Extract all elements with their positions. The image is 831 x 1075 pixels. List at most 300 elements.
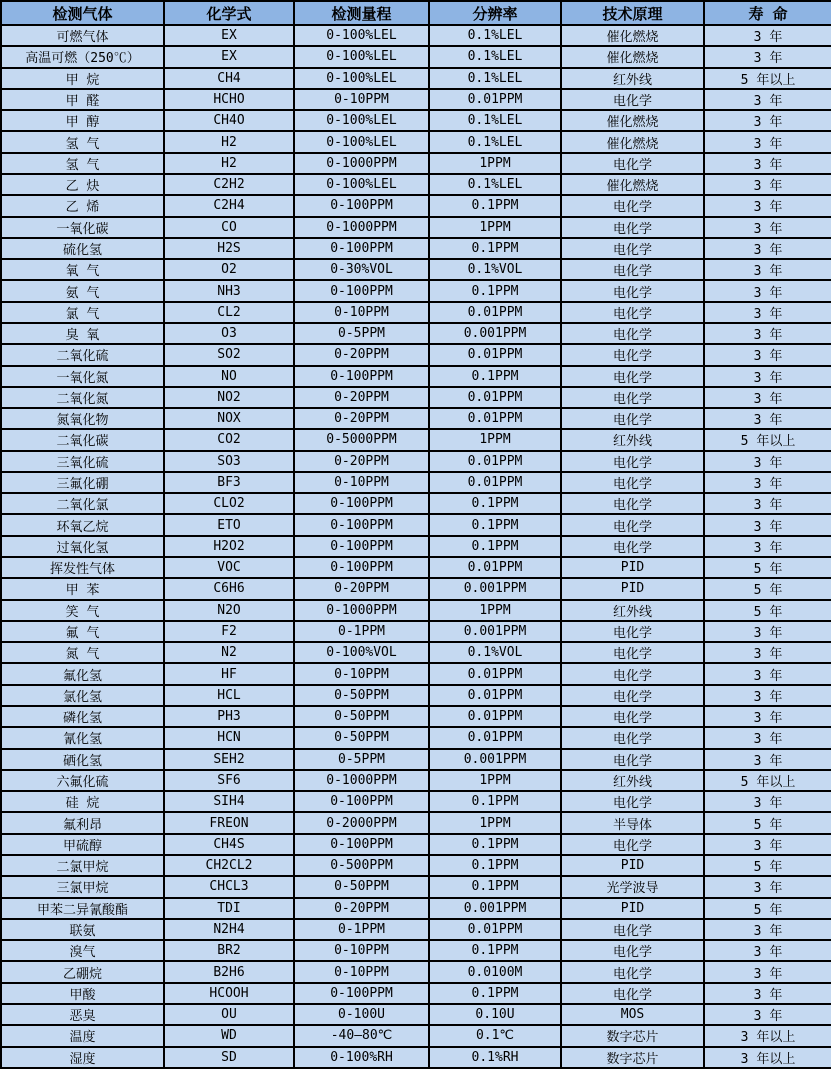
table-cell: 0.1PPM (429, 366, 561, 387)
table-cell: 臭 氧 (1, 323, 164, 344)
table-row (1, 429, 831, 450)
table-cell: 甲 烷 (1, 68, 164, 89)
table-row (1, 280, 831, 301)
table-cell: 0.1PPM (429, 834, 561, 855)
table-cell: 0.1PPM (429, 876, 561, 897)
table-cell: 5 年 (704, 557, 831, 578)
table-cell: 乙 烯 (1, 195, 164, 216)
table-cell: 1PPM (429, 770, 561, 791)
table-cell: 二氧化氮 (1, 387, 164, 408)
table-cell: 乙 炔 (1, 174, 164, 195)
table-cell: 5 年 (704, 855, 831, 876)
table-cell: 催化燃烧 (561, 174, 704, 195)
table-cell: 甲苯二异氰酸酯 (1, 898, 164, 919)
table-cell: 0.1%RH (429, 1047, 561, 1069)
table-cell: 0.1PPM (429, 940, 561, 961)
table-cell: 电化学 (561, 280, 704, 301)
table-cell: 0-100PPM (294, 557, 429, 578)
table-cell: 3 年 (704, 685, 831, 706)
table-cell: 0-1000PPM (294, 153, 429, 174)
table-cell: 0-20PPM (294, 387, 429, 408)
table-cell: 电化学 (561, 919, 704, 940)
table-cell: 5 年以上 (704, 770, 831, 791)
table-cell: 3 年 (704, 302, 831, 323)
table-cell: N2H4 (164, 919, 294, 940)
table-cell: 一氧化氮 (1, 366, 164, 387)
table-cell: 0.1PPM (429, 238, 561, 259)
table-cell: CH4 (164, 68, 294, 89)
table-cell: 可燃气体 (1, 25, 164, 46)
table-cell: PH3 (164, 706, 294, 727)
table-cell: 0-5PPM (294, 323, 429, 344)
table-cell: 电化学 (561, 408, 704, 429)
table-row (1, 110, 831, 131)
table-cell: 电化学 (561, 195, 704, 216)
table-cell: 催化燃烧 (561, 25, 704, 46)
table-cell: 笑 气 (1, 600, 164, 621)
table-cell: 0.1%LEL (429, 131, 561, 152)
table-cell: 3 年 (704, 408, 831, 429)
table-cell: 0.1PPM (429, 280, 561, 301)
table-cell: MOS (561, 1004, 704, 1025)
table-cell: 0.1%LEL (429, 110, 561, 131)
table-cell: 0-10PPM (294, 89, 429, 110)
table-cell: 0.001PPM (429, 898, 561, 919)
table-cell: 催化燃烧 (561, 46, 704, 67)
table-row (1, 749, 831, 770)
table-cell: 红外线 (561, 429, 704, 450)
table-cell: 0.001PPM (429, 749, 561, 770)
table-cell: BF3 (164, 472, 294, 493)
table-cell: 0-100%LEL (294, 131, 429, 152)
table-cell: 0.01PPM (429, 472, 561, 493)
table-cell: 3 年 (704, 131, 831, 152)
table-row (1, 514, 831, 535)
table-row (1, 493, 831, 514)
table-cell: NO (164, 366, 294, 387)
table-cell: 电化学 (561, 706, 704, 727)
table-row (1, 195, 831, 216)
table-cell: 电化学 (561, 387, 704, 408)
table-cell: 5 年以上 (704, 68, 831, 89)
table-cell: SIH4 (164, 791, 294, 812)
table-row (1, 46, 831, 67)
table-cell: PID (561, 578, 704, 599)
table-cell: 电化学 (561, 302, 704, 323)
table-row (1, 1004, 831, 1025)
table-cell: 电化学 (561, 493, 704, 514)
table-row (1, 472, 831, 493)
table-cell: 0-20PPM (294, 344, 429, 365)
table-cell: PID (561, 557, 704, 578)
table-cell: 0-100PPM (294, 983, 429, 1004)
table-row (1, 961, 831, 982)
table-cell: H2O2 (164, 536, 294, 557)
table-cell: -40—80℃ (294, 1025, 429, 1046)
table-cell: 3 年 (704, 940, 831, 961)
table-cell: 3 年 (704, 642, 831, 663)
table-cell: EX (164, 25, 294, 46)
table-cell: 0.1PPM (429, 195, 561, 216)
table-cell: ETO (164, 514, 294, 535)
header-gas-name: 检测气体 (1, 1, 164, 25)
table-cell: HCOOH (164, 983, 294, 1004)
table-cell: 氧 气 (1, 259, 164, 280)
table-cell: 甲 醇 (1, 110, 164, 131)
table-row (1, 238, 831, 259)
table-cell: 0-20PPM (294, 898, 429, 919)
table-row (1, 302, 831, 323)
table-row (1, 217, 831, 238)
table-cell: CHCL3 (164, 876, 294, 897)
table-cell: C2H4 (164, 195, 294, 216)
table-cell: 甲酸 (1, 983, 164, 1004)
table-cell: 三氧化硫 (1, 451, 164, 472)
header-lifespan: 寿 命 (704, 1, 831, 25)
table-cell: 0-100PPM (294, 536, 429, 557)
table-cell: 5 年 (704, 812, 831, 833)
table-cell: CO2 (164, 429, 294, 450)
table-row (1, 131, 831, 152)
table-cell: 电化学 (561, 791, 704, 812)
table-cell: 氰化氢 (1, 727, 164, 748)
table-cell: 0-1000PPM (294, 600, 429, 621)
table-cell: 0-10PPM (294, 472, 429, 493)
table-cell: 过氧化氢 (1, 536, 164, 557)
table-cell: 0.001PPM (429, 578, 561, 599)
table-cell: 0-5000PPM (294, 429, 429, 450)
table-cell: 3 年 (704, 387, 831, 408)
table-row (1, 153, 831, 174)
table-cell: 催化燃烧 (561, 131, 704, 152)
table-cell: 氮 气 (1, 642, 164, 663)
table-cell: OU (164, 1004, 294, 1025)
table-cell: 电化学 (561, 217, 704, 238)
table-cell: 3 年 (704, 749, 831, 770)
table-cell: CO (164, 217, 294, 238)
table-cell: TDI (164, 898, 294, 919)
table-cell: CL2 (164, 302, 294, 323)
table-row (1, 663, 831, 684)
table-row (1, 983, 831, 1004)
table-row (1, 600, 831, 621)
table-row (1, 259, 831, 280)
table-row (1, 1047, 831, 1069)
table-cell: 0.1%VOL (429, 642, 561, 663)
table-cell: N2 (164, 642, 294, 663)
table-cell: 电化学 (561, 366, 704, 387)
table-cell: 红外线 (561, 68, 704, 89)
table-cell: HCN (164, 727, 294, 748)
table-cell: C6H6 (164, 578, 294, 599)
table-cell: 三氯甲烷 (1, 876, 164, 897)
table-cell: 溴气 (1, 940, 164, 961)
table-cell: 0-1PPM (294, 919, 429, 940)
table-cell: 二氧化氯 (1, 493, 164, 514)
table-cell: 0-100PPM (294, 195, 429, 216)
table-cell: 电化学 (561, 344, 704, 365)
table-cell: 二氧化硫 (1, 344, 164, 365)
table-cell: 3 年以上 (704, 1047, 831, 1069)
table-cell: 氢 气 (1, 131, 164, 152)
table-cell: 电化学 (561, 834, 704, 855)
table-cell: 0.01PPM (429, 919, 561, 940)
table-cell: 氟化氢 (1, 663, 164, 684)
table-cell: 光学波导 (561, 876, 704, 897)
table-cell: 0-1000PPM (294, 217, 429, 238)
table-cell: 0.1%LEL (429, 46, 561, 67)
table-cell: 0-100PPM (294, 238, 429, 259)
table-cell: 3 年 (704, 834, 831, 855)
table-row (1, 727, 831, 748)
table-cell: 3 年 (704, 259, 831, 280)
table-cell: 数字芯片 (561, 1047, 704, 1069)
table-row (1, 408, 831, 429)
table-cell: 0-20PPM (294, 408, 429, 429)
table-row (1, 791, 831, 812)
table-cell: 甲 醛 (1, 89, 164, 110)
table-cell: 0.1PPM (429, 791, 561, 812)
table-cell: 5 年 (704, 578, 831, 599)
table-cell: 0-100%RH (294, 1047, 429, 1069)
table-cell: 0-100%LEL (294, 68, 429, 89)
table-cell: 0.01PPM (429, 557, 561, 578)
header-chemical-formula: 化学式 (164, 1, 294, 25)
table-cell: 电化学 (561, 621, 704, 642)
table-cell: 一氧化碳 (1, 217, 164, 238)
table-cell: 六氟化硫 (1, 770, 164, 791)
table-cell: 3 年 (704, 323, 831, 344)
table-cell: 硅 烷 (1, 791, 164, 812)
table-row (1, 706, 831, 727)
table-cell: 电化学 (561, 536, 704, 557)
table-cell: O3 (164, 323, 294, 344)
table-cell: 1PPM (429, 153, 561, 174)
table-cell: H2S (164, 238, 294, 259)
table-cell: 0-10PPM (294, 663, 429, 684)
table-header (1, 1, 831, 25)
table-row (1, 366, 831, 387)
table-cell: 0-10PPM (294, 302, 429, 323)
table-cell: SEH2 (164, 749, 294, 770)
table-cell: NO2 (164, 387, 294, 408)
table-cell: 0-50PPM (294, 876, 429, 897)
table-cell: 3 年 (704, 238, 831, 259)
table-cell: 0-50PPM (294, 727, 429, 748)
table-cell: CH4O (164, 110, 294, 131)
table-cell: 氯 气 (1, 302, 164, 323)
table-cell: HF (164, 663, 294, 684)
table-cell: 氟利昂 (1, 812, 164, 833)
header-resolution: 分辨率 (429, 1, 561, 25)
table-cell: 甲硫醇 (1, 834, 164, 855)
table-cell: NOX (164, 408, 294, 429)
table-cell: 3 年 (704, 344, 831, 365)
table-row (1, 323, 831, 344)
table-cell: 1PPM (429, 812, 561, 833)
table-row (1, 89, 831, 110)
table-cell: 3 年 (704, 621, 831, 642)
table-cell: 电化学 (561, 685, 704, 706)
table-cell: 3 年 (704, 1004, 831, 1025)
table-cell: 温度 (1, 1025, 164, 1046)
table-cell: 0.01PPM (429, 344, 561, 365)
table-cell: 数字芯片 (561, 1025, 704, 1046)
table-cell: 3 年 (704, 110, 831, 131)
table-cell: 0.001PPM (429, 621, 561, 642)
table-cell: 3 年 (704, 961, 831, 982)
table-cell: 电化学 (561, 642, 704, 663)
table-cell: 0.1℃ (429, 1025, 561, 1046)
table-cell: PID (561, 898, 704, 919)
table-cell: 催化燃烧 (561, 110, 704, 131)
table-cell: C2H2 (164, 174, 294, 195)
table-cell: 1PPM (429, 217, 561, 238)
table-cell: FREON (164, 812, 294, 833)
table-row (1, 451, 831, 472)
table-cell: 0-10PPM (294, 961, 429, 982)
table-cell: 红外线 (561, 770, 704, 791)
table-cell: 0.1%VOL (429, 259, 561, 280)
table-cell: 0.01PPM (429, 685, 561, 706)
table-cell: 5 年以上 (704, 429, 831, 450)
table-cell: 3 年 (704, 89, 831, 110)
table-cell: WD (164, 1025, 294, 1046)
table-cell: 0.10U (429, 1004, 561, 1025)
table-cell: NH3 (164, 280, 294, 301)
table-cell: 乙硼烷 (1, 961, 164, 982)
table-cell: 电化学 (561, 961, 704, 982)
table-row (1, 1025, 831, 1046)
table-cell: 电化学 (561, 89, 704, 110)
table-cell: 1PPM (429, 600, 561, 621)
table-cell: 电化学 (561, 472, 704, 493)
table-cell: 电化学 (561, 323, 704, 344)
table-cell: 0-100PPM (294, 493, 429, 514)
table-cell: 半导体 (561, 812, 704, 833)
table-cell: 0.01PPM (429, 451, 561, 472)
table-cell: EX (164, 46, 294, 67)
table-cell: 硫化氢 (1, 238, 164, 259)
header-technology: 技术原理 (561, 1, 704, 25)
table-cell: 0-100PPM (294, 366, 429, 387)
table-cell: 0.1PPM (429, 536, 561, 557)
table-cell: 电化学 (561, 259, 704, 280)
table-cell: VOC (164, 557, 294, 578)
table-cell: 3 年 (704, 195, 831, 216)
table-cell: 0-500PPM (294, 855, 429, 876)
table-cell: 3 年 (704, 174, 831, 195)
table-cell: 0.01PPM (429, 727, 561, 748)
table-cell: 电化学 (561, 727, 704, 748)
table-cell: 0.1PPM (429, 493, 561, 514)
table-cell: 0.01PPM (429, 302, 561, 323)
table-cell: 挥发性气体 (1, 557, 164, 578)
table-cell: 0.01PPM (429, 387, 561, 408)
table-cell: 0-100%VOL (294, 642, 429, 663)
table-cell: CH4S (164, 834, 294, 855)
table-cell: 0-20PPM (294, 578, 429, 599)
table-row (1, 898, 831, 919)
table-cell: 0-100PPM (294, 514, 429, 535)
table-row (1, 770, 831, 791)
table-row (1, 174, 831, 195)
table-cell: 0-30%VOL (294, 259, 429, 280)
table-cell: F2 (164, 621, 294, 642)
table-cell: 电化学 (561, 451, 704, 472)
table-cell: 电化学 (561, 514, 704, 535)
table-cell: 联氨 (1, 919, 164, 940)
table-cell: 0.01PPM (429, 408, 561, 429)
table-cell: 0-50PPM (294, 685, 429, 706)
table-row (1, 876, 831, 897)
table-row (1, 642, 831, 663)
table-cell: 3 年 (704, 46, 831, 67)
table-row (1, 344, 831, 365)
table-cell: 电化学 (561, 983, 704, 1004)
table-cell: 二氧化碳 (1, 429, 164, 450)
table-cell: 3 年 (704, 493, 831, 514)
table-cell: HCL (164, 685, 294, 706)
table-cell: 0-100%LEL (294, 25, 429, 46)
table-cell: CH2CL2 (164, 855, 294, 876)
table-row (1, 557, 831, 578)
table-row (1, 940, 831, 961)
table-cell: PID (561, 855, 704, 876)
table-cell: 3 年 (704, 727, 831, 748)
table-row (1, 685, 831, 706)
table-cell: 3 年 (704, 706, 831, 727)
table-cell: BR2 (164, 940, 294, 961)
table-cell: 0.1PPM (429, 855, 561, 876)
table-row (1, 919, 831, 940)
table-cell: 0.001PPM (429, 323, 561, 344)
table-row (1, 834, 831, 855)
table-cell: 0-20PPM (294, 451, 429, 472)
table-cell: 电化学 (561, 663, 704, 684)
table-row (1, 812, 831, 833)
table-cell: 3 年 (704, 536, 831, 557)
table-cell: 3 年 (704, 366, 831, 387)
table-cell: 0-50PPM (294, 706, 429, 727)
table-cell: 3 年 (704, 663, 831, 684)
table-cell: 1PPM (429, 429, 561, 450)
table-cell: CLO2 (164, 493, 294, 514)
table-cell: SD (164, 1047, 294, 1069)
table-cell: 3 年 (704, 514, 831, 535)
table-cell: 0.1%LEL (429, 25, 561, 46)
table-cell: SO3 (164, 451, 294, 472)
table-row (1, 536, 831, 557)
table-cell: 3 年 (704, 919, 831, 940)
table-cell: SF6 (164, 770, 294, 791)
table-row (1, 25, 831, 46)
table-cell: 0-1PPM (294, 621, 429, 642)
table-body (1, 25, 831, 1068)
table-cell: 3 年 (704, 217, 831, 238)
table-cell: 三氟化硼 (1, 472, 164, 493)
table-cell: 0-2000PPM (294, 812, 429, 833)
table-cell: 湿度 (1, 1047, 164, 1069)
table-cell: 二氯甲烷 (1, 855, 164, 876)
table-cell: 3 年 (704, 153, 831, 174)
table-cell: 0.01PPM (429, 89, 561, 110)
table-cell: 电化学 (561, 238, 704, 259)
table-row (1, 578, 831, 599)
table-cell: 5 年 (704, 600, 831, 621)
table-cell: 0-100PPM (294, 791, 429, 812)
table-cell: 3 年 (704, 280, 831, 301)
